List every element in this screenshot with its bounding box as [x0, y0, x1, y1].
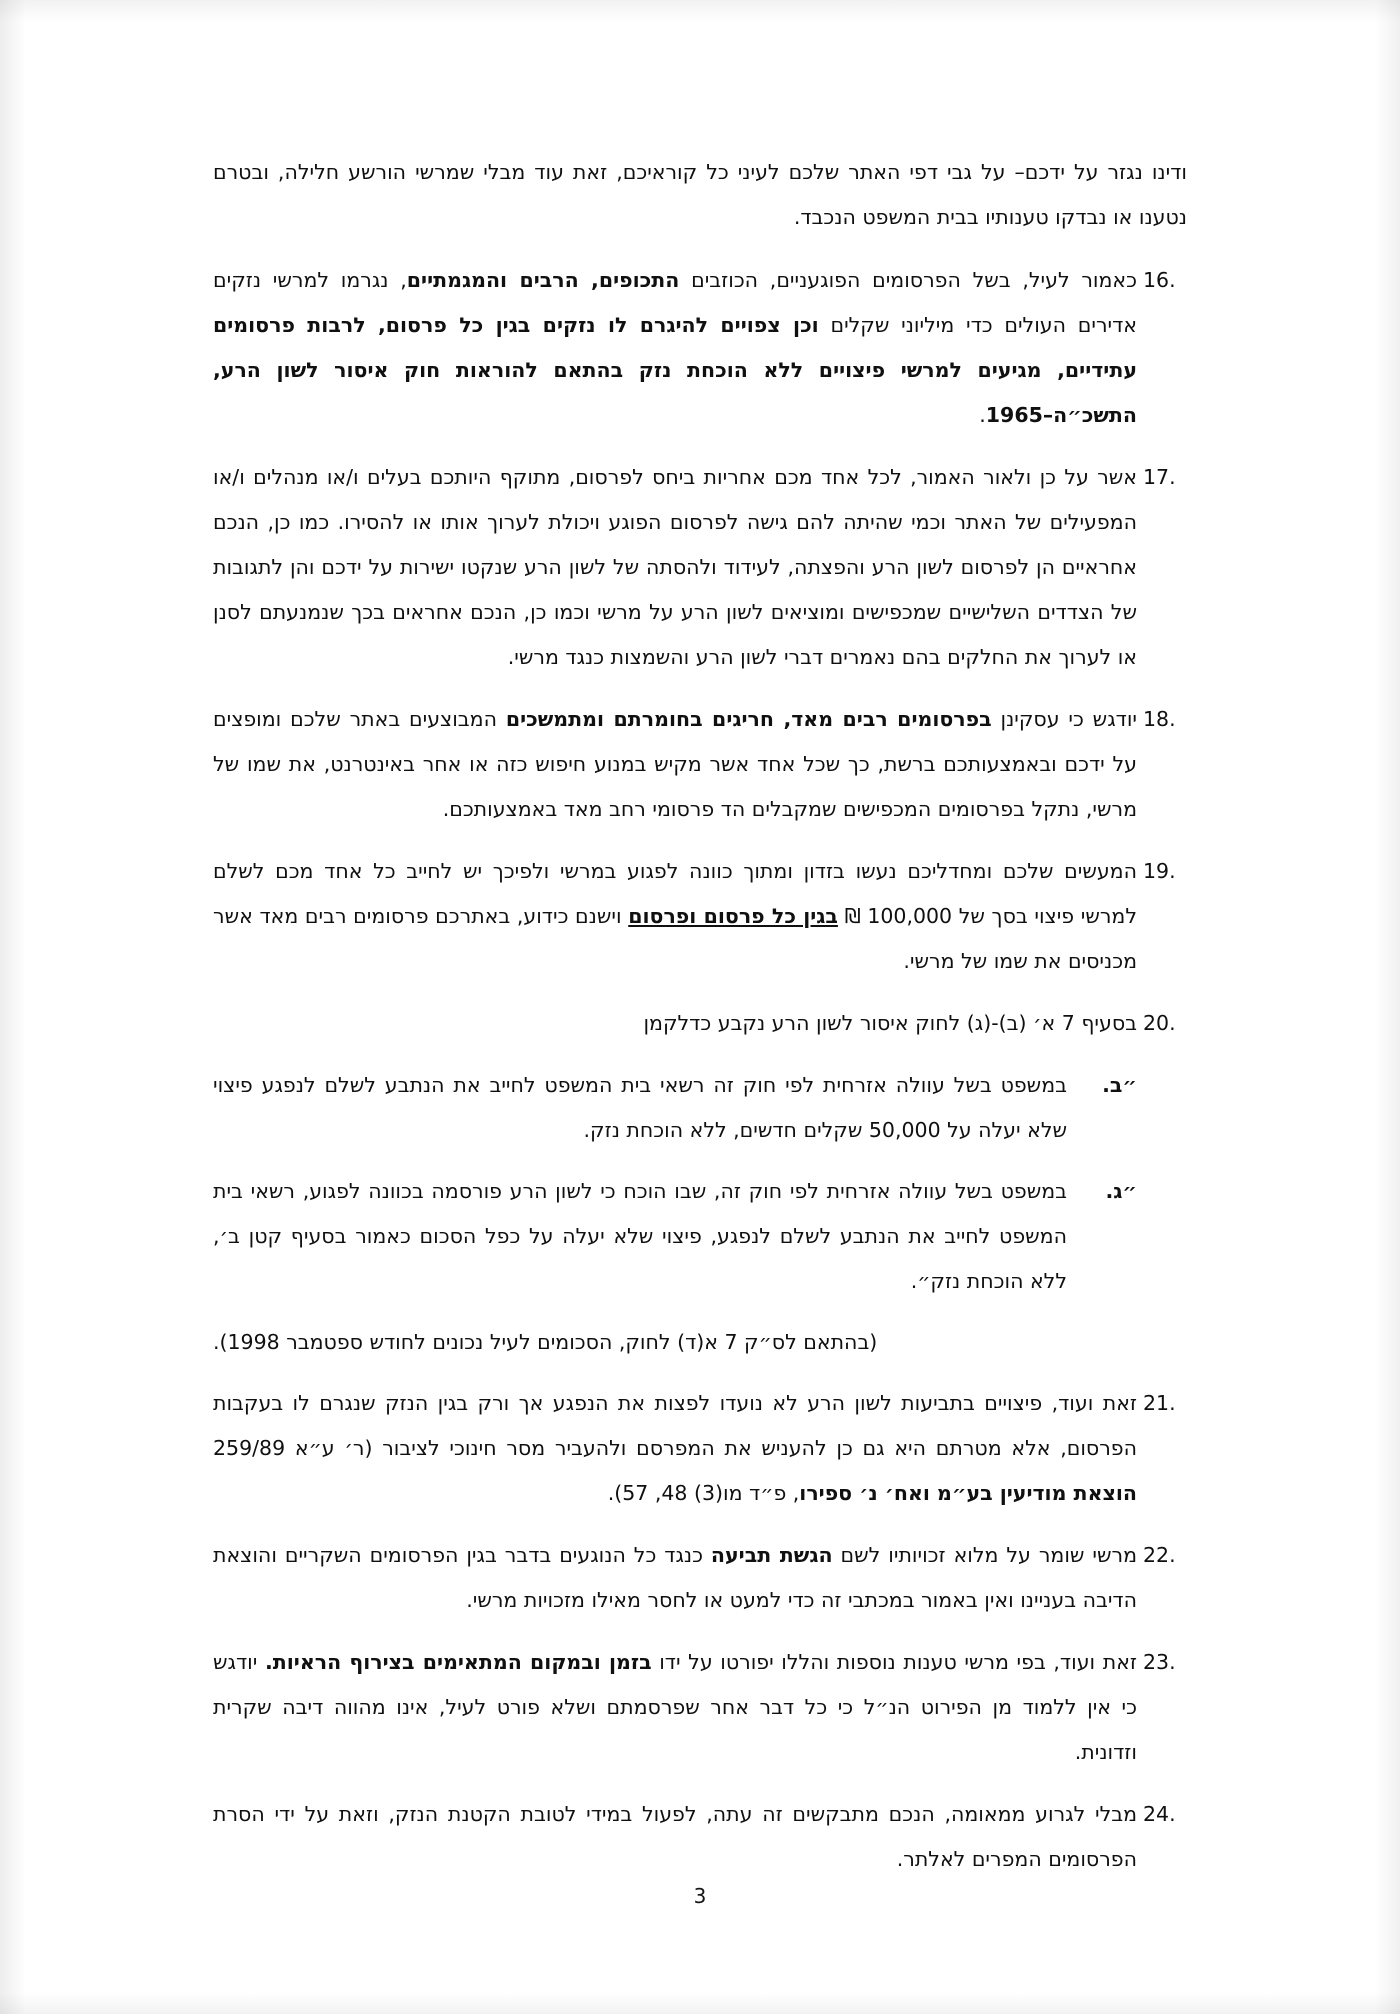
clause-text: זאת ועוד, בפי מרשי טענות נוספות והללו יפורטו על ידו בזמן ובמקום המתאימים בצירוף הראיות. יודגש כי אין ללמוד מן הפירוט הנ״ל כי כל דבר אחר שפרסמתם ושלא פורט לעיל, אינו מהווה דיבה שקרית וזדונית.: [213, 1650, 1137, 1764]
statute-note: (בהתאם לס״ק 7 א(ד) לחוק, הסכומים לעיל נכונים לחודש ספטמבר 1998).: [213, 1330, 878, 1354]
clause-item: [213, 1640, 1187, 1775]
statute-quote: [213, 1169, 1187, 1304]
clause-text: בסעיף 7 א׳ (ב)-(ג) לחוק איסור לשון הרע נקבע כדלקמן: [643, 1011, 1137, 1035]
clause-number: 21.: [1143, 1391, 1176, 1415]
clause-number: 19.: [1143, 859, 1176, 883]
clause-number: 18.: [1143, 707, 1176, 731]
clause-item: [213, 1792, 1187, 1882]
document-body: [213, 150, 1187, 1899]
statute-quote-text: במשפט בשל עוולה אזרחית לפי חוק זה רשאי בית המשפט לחייב את הנתבע לשלם לנפגע פיצוי שלא יעלה על 50,000 שקלים חדשים, ללא הוכחת נזק.: [213, 1073, 1067, 1142]
scan-shadow-right: [1374, 0, 1400, 2014]
clause-number: 24.: [1143, 1802, 1176, 1826]
clause-text: המעשים שלכם ומחדליכם נעשו בזדון ומתוך כוונה לפגוע במרשי ולפיכך יש לחייב כל אחד מכם לשלם למרשי פיצוי בסך של 100,000 ₪ בגין כל פרסום ופרסום וישנם כידוע, באתרכם פרסומים רבים מאד אשר מכניסים את שמו של מרשי.: [213, 859, 1137, 973]
clause-number: 17.: [1143, 465, 1176, 489]
scan-shadow-bottom: [0, 1992, 1400, 2014]
clause-number: 23.: [1143, 1650, 1176, 1674]
page-number: 3: [693, 1884, 707, 1908]
clause-item: [213, 258, 1187, 438]
clause-text: יודגש כי עסקינן בפרסומים רבים מאד, חריגים בחומרתם ומתמשכים המבוצעים באתר שלכם ומופצים על ידכם ובאמצעותכם ברשת, כך שכל אחד אשר מקיש במנוע חיפוש כזה או אחר באינטרנט, את שמו של מרשי, נתקל בפרסומים המכפישים שמקבלים הד פרסומי רחב מאד באמצעותכם.: [213, 707, 1138, 821]
clause-list-upper: [213, 258, 1187, 1046]
clause-text: מרשי שומר על מלוא זכויותיו לשם הגשת תביעה כנגד כל הנוגעים בדבר בגין הפרסומים השקריים והוצאת הדיבה בעניינו ואין באמור במכתבי זה כדי למעט או לחסר מאילו מזכויות מרשי.: [213, 1543, 1137, 1612]
clause-text: כאמור לעיל, בשל הפרסומים הפוגעניים, הכוזבים התכופים, הרבים והמגמתיים, נגרמו למרשי נזקים אדירים העולים כדי מיליוני שקלים וכן צפויים להיגרם לו נזקים בגין כל פרסום, לרבות פרסומים עתידיים, מגיעים למרשי פיצויים ללא הוכחת נזק בהתאם להוראות חוק איסור לשון הרע, התשכ״ה–1965.: [213, 268, 1137, 427]
clause-text: מבלי לגרוע ממאומה, הנכם מתבקשים זה עתה, לפעול במידי לטובת הקטנת הנזק, וזאת על ידי הסרת הפרסומים המפרים לאלתר.: [213, 1802, 1137, 1871]
clause-text: זאת ועוד, פיצויים בתביעות לשון הרע לא נועדו לפצות את הנפגע אך ורק בגין הנזק שנגרם לו בעקבות הפרסום, אלא מטרתם היא גם כן להעניש את המפרסם ולהעביר מסר חינוכי לציבור (ר׳ ע״א 259/89 הוצאת מודיעין בע״מ ואח׳ נ׳ ספירו, פ״ד מו(3) 48, 57).: [213, 1391, 1137, 1505]
clause-item: [213, 455, 1187, 680]
clause-item: [213, 697, 1187, 832]
scan-shadow-top: [0, 0, 1400, 22]
clause-item: [213, 1001, 1187, 1046]
statute-quote-label: ״ב.: [1102, 1073, 1137, 1097]
clause-item: [213, 1533, 1187, 1623]
scan-shadow-left: [0, 0, 26, 2014]
clause-list-lower: [213, 1381, 1187, 1882]
clause-number: 22.: [1143, 1543, 1176, 1567]
clause-item: [213, 849, 1187, 984]
clause-number: 20.: [1143, 1011, 1176, 1035]
continuation-paragraph: ודינו נגזר על ידכם– על גבי דפי האתר שלכם לעיני כל קוראיכם, זאת עוד מבלי שמרשי הורשע חלילה, ובטרם נטענו או נבדקו טענותיו בבית המשפט הנכבד.: [213, 160, 1187, 229]
statute-quote-text: במשפט בשל עוולה אזרחית לפי חוק זה, שבו הוכח כי לשון הרע פורסמה בכוונה לפגוע, רשאי בית המשפט לחייב את הנתבע לשלם לנפגע, פיצוי שלא יעלה על כפל הסכום כאמור בסעיף קטן ב׳, ללא הוכחת נזק״.: [213, 1179, 1067, 1293]
statute-quote-label: ״ג.: [1105, 1179, 1137, 1203]
clause-number: 16.: [1143, 268, 1176, 292]
statute-quote: [213, 1063, 1187, 1153]
clause-text: אשר על כן ולאור האמור, לכל אחד מכם אחריות ביחס לפרסום, מתוקף היותכם בעלים ו/או מנהלים ו/או המפעילים של האתר וכמי שהיתה להם גישה לפרסום הפוגע ויכולת לערוך אותו או להסירו. כמו כן, הנכם אחראיים הן לפרסום לשון הרע והפצתה, לעידוד ולהסתה של לשון הרע שנקטו ישירות על ידכם והן לתגובות של הצדדים השלישיים שמכפישים ומוציאים לשון הרע על מרשי וכמו כן, הנכם אחראים בכך שנמנעתם לסנן או לערוך את החלקים בהם נאמרים דברי לשון הרע והשמצות כנגד מרשי.: [213, 465, 1137, 669]
clause-item: [213, 1381, 1187, 1516]
